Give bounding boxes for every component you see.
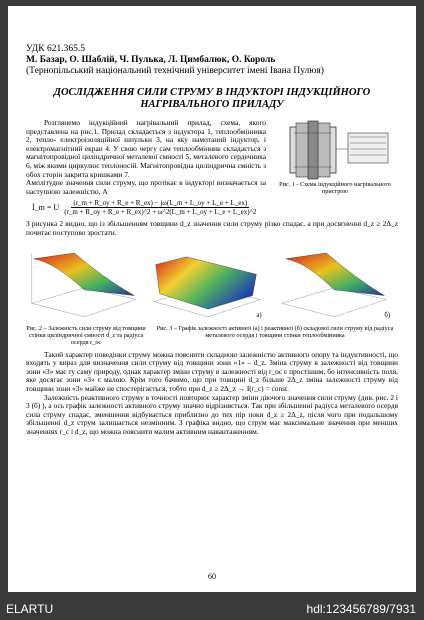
surface-plot-current: [26, 244, 142, 322]
surface-plots-row: [26, 244, 398, 322]
udk-code: УДК 621.365.5: [26, 44, 85, 54]
figure-2-caption: Рис. 2 – Залежність сили струму від товщини стінки циліндричної ємності d_z та радіуса осердя r_oc: [26, 324, 146, 346]
viewer-footer: [0, 598, 424, 620]
plot-label-a: а): [256, 311, 262, 319]
paper-title: ДОСЛІДЖЕННЯ СИЛИ СТРУМУ В ІНДУКТОРІ ІНДУКЦІЙНОГО НАГРІВАЛЬНОГО ПРИЛАДУ: [53, 87, 371, 110]
formula-denominator: (r_m + R_oy + R_e + R_ex)^2 + ω^2(L_m + L_oy + L_e + L_ex)^2: [64, 208, 257, 217]
repository-name: ELARTU: [6, 602, 54, 616]
figure-3-caption: Рис. 3 – Графік залежності активної (а) і реактивної (б) складової сили струму від радіуса металевого осердя і товщини стінки теплообмінника: [156, 324, 394, 339]
behavior-paragraph: Такий характер поведінки струму можна пояснити складною залежністю активного опору та індуктивності, що входять у вираз для визначення сили струму від товщини зони «1» – d_z. Зміна струму в залежності від товщини зони «3» має ту саму природу, однак характер зміни струму в залежності від r_oc є простішим, бо інтенсивність поля, яке досягає зони «3» є малою. Крім того бачимо, що при товщині d_z більше 2Δ_z зміна залежності струму від товщини зони «3» майже не спостерігається, тобто при d_z ≥ 2Δ_z → I(r_c) = const.: [26, 349, 398, 393]
formula-fraction: [62, 199, 258, 216]
reactive-paragraph: Залежність реактивного струму в точності повторює характер зміни діючого значення сили струму (див. рис. 2 і 3 (б) ), а ось графік залежності активного струму значно відрізняється. Так при збільшенні радіуса металевого осердя сила струму спадає, зменшення відбувається приблизно до тих пір поки d_z ≥ 2Δ_z, після чого при подальшому збільшенні d_z струм залишається незмінним. З графіка видно, що струм має максимальне значення при менших значеннях r_c і d_z, що можна пояснити малим активним навантаженням.: [26, 392, 398, 436]
plot-label-b: б): [384, 311, 391, 319]
device-schematic-image: [272, 119, 398, 181]
authors: М. Базар, О. Шаблій, Ч. Пулька, Л. Цимбалюк, О. Король: [26, 55, 276, 65]
formula-lhs: İ_m = U: [32, 203, 60, 213]
figure-2-paragraph: З рисунка 2 видно, що із збільшенням товщини d_z значення сили струму різко спадає, а при досягненні d_z ≥ 2Δ_z почитає поступово зростати.: [26, 219, 398, 237]
figure-1-caption: Рис. 1 - Схема індукційного нагрівального пристрою: [279, 181, 391, 195]
current-formula: [32, 199, 398, 216]
handle-identifier[interactable]: hdl:123456789/7931: [306, 602, 416, 616]
document-page: [8, 6, 416, 592]
intro-paragraph: Розглянемо індукційний нагрівальний прилад, схема, якого представлена на рис.1. Прилад складається з індуктора 1, теплообмінника 2, тепло- електроізоляційної шпульки 3, на яку намотаний індуктор, і електромагнітний екран 4. У свою чергу сам теплообмінник складається з магнітопровідної циліндричної металевої ємності 5, металевого сердечника 6, між якими циркулює теплоносій. Магнітопровідна циліндрична ємність з обох сторін закрита кришками 7.: [26, 118, 266, 179]
amplitude-paragraph: Амплітудне значення сили струму, що протікає в індукторі визначається за наступною залежністю, А: [26, 178, 266, 196]
intro-row: [26, 119, 398, 196]
surface-plot-reactive: [276, 244, 398, 322]
affiliation: (Тернопільський національний технічний університет імені Івана Пулюя): [26, 66, 324, 76]
surface-plot-active: [148, 244, 270, 322]
page-number: 60: [208, 572, 216, 581]
figure-1: [272, 119, 398, 196]
figure-captions-row: [26, 325, 398, 346]
formula-numerator: (r_m + R_oy + R_e + R_ex) − jω(L_m + L_oy + L_e + L_ex): [73, 199, 248, 208]
